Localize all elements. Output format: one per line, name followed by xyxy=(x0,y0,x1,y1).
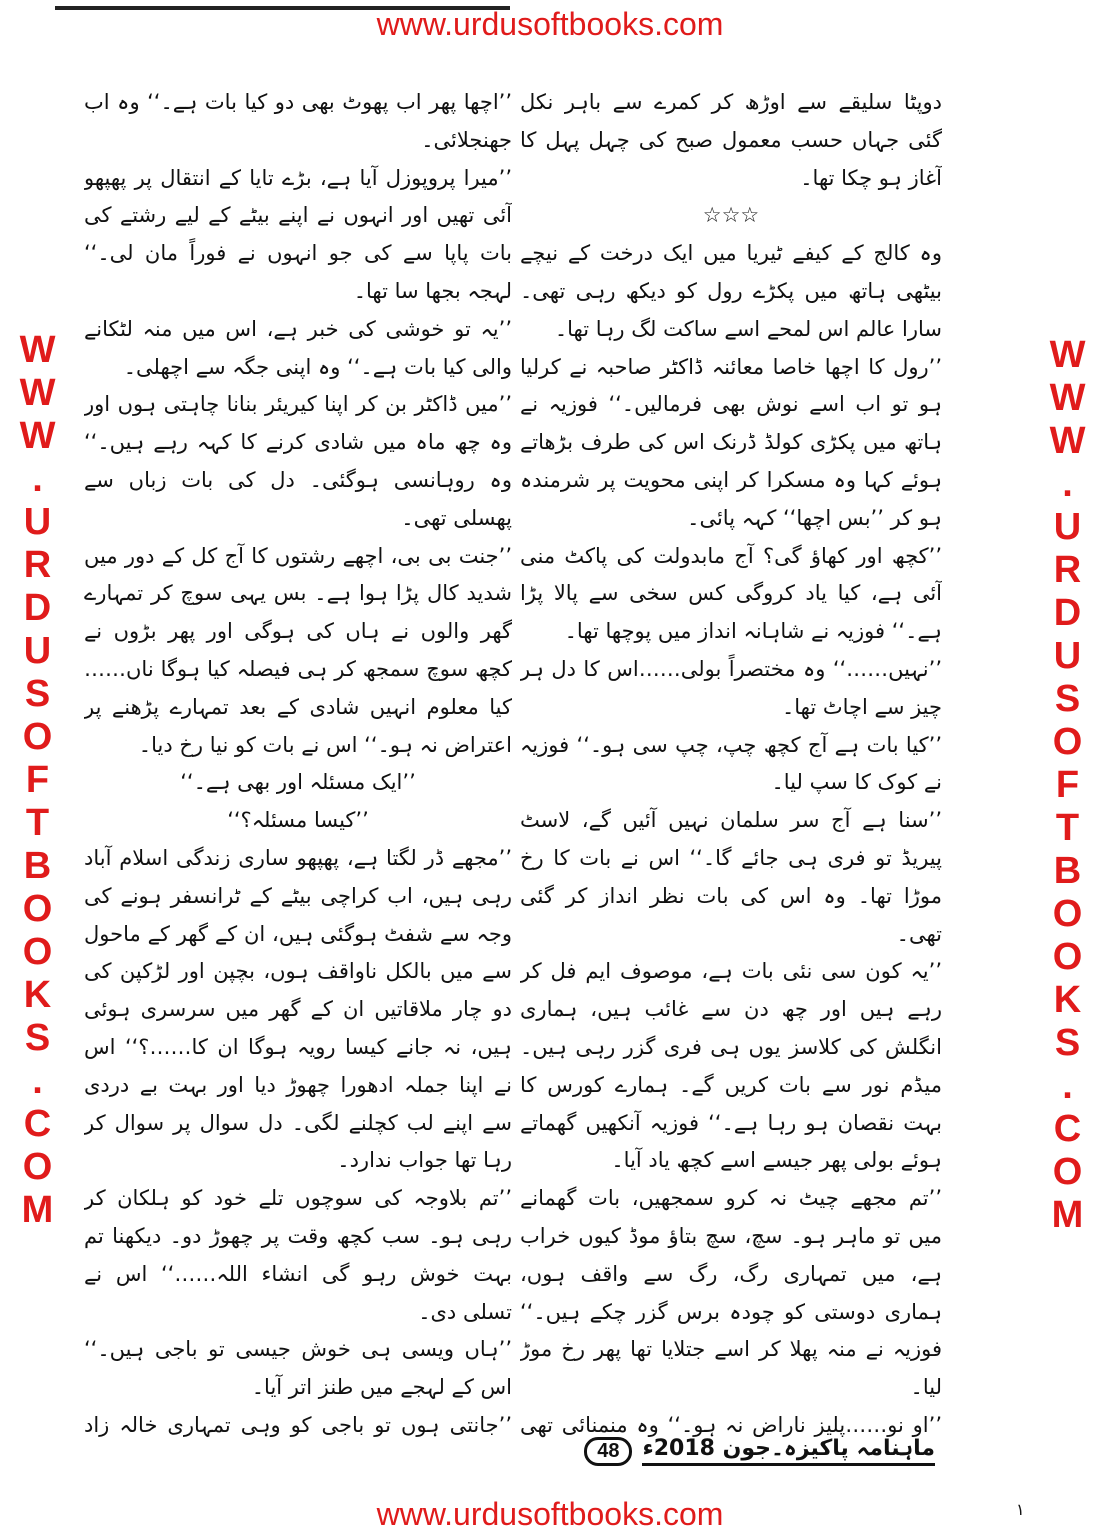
paragraph: دوپٹا سلیقے سے اوڑھ کر کمرے سے باہر نکل گئی جہاں حسب معمول صبح کی چہل پہل کا آغاز ہو چکا تھا۔ xyxy=(520,90,942,190)
paragraph: ’’میں ڈاکٹر بن کر اپنا کیریئر بنانا چاہتی ہوں اور وہ چھ ماہ میں شادی کرنے کا کہہ رہے ہیں۔‘‘ وہ روہانسی ہوگئی۔ دل کی بات زباں سے پھسلی تھی۔ xyxy=(84,392,512,530)
page-number: 48 xyxy=(584,1437,632,1466)
paragraph: ’’ایک مسئلہ اور بھی ہے۔‘‘ xyxy=(180,770,416,795)
paragraph: ’’سنا ہے آج سر سلمان نہیں آئیں گے، لاسٹ پیریڈ تو فری ہی جائے گا۔‘‘ اس نے بات کا رخ موڑا تھا۔ وہ اس کی بات نظر انداز کر گئی تھی۔ xyxy=(520,808,942,946)
paragraph: ’’میرا پروپوزل آیا ہے، بڑے تایا کے انتقال پر پھپھو آئی تھیں اور انہوں نے اپنے بیٹے کے لیے رشتے کی بات پاپا سے کی جو انہوں نے فوراً مان لی۔‘‘ لہجہ بجھا سا تھا۔ xyxy=(84,165,512,303)
paragraph: ’’او نو……پلیز ناراض نہ ہو۔‘‘ وہ منمنائی تھی xyxy=(520,1412,942,1437)
magazine-title: ماہنامہ پاکیزہ۔جون 2018ء xyxy=(642,1436,935,1466)
text-column-left xyxy=(84,84,512,1439)
paragraph: ’’کچھ اور کھاؤ گی؟ آج مابدولت کی پاکٹ منی آئی ہے، کیا یاد کروگی کس سخی سے پالا پڑا ہے۔‘‘ فوزیہ نے شاہانہ انداز میں پوچھا تھا۔ xyxy=(520,543,942,644)
paragraph: ’’ہاں ویسی ہی خوش جیسی تو باجی ہیں۔‘‘ اس کے لہجے میں طنز اتر آیا۔ xyxy=(84,1337,512,1400)
paragraph: ’’جنت بی بی، اچھے رشتوں کا آج کل کے دور میں شدید کال پڑا ہوا ہے۔ بس یہی سوچ کر تمہارے گھر والوں نے ہاں کی ہوگی اور پھر بڑوں نے کچھ سوچ سمجھ کر ہی فیصلہ کیا ہوگا ناں……کیا معلوم انہیں شادی کے بعد تمہارے پڑھنے پر اعتراض نہ ہو۔‘‘ اس نے بات کو نیا رخ دیا۔ xyxy=(84,543,512,757)
watermark-right: WWW.URDUSOFTBOOKS.COM xyxy=(1046,333,1089,1237)
paragraph: ’’اچھا پھر اب پھوٹ بھی دو کیا بات ہے۔‘‘ وہ اب جھنجلائی۔ xyxy=(84,90,512,152)
paragraph: ’’جانتی ہوں تو باجی کو وہی تمہاری خالہ زاد xyxy=(84,1412,512,1437)
text-column-right xyxy=(520,84,942,1439)
paragraph: ’’یہ تو خوشی کی خبر ہے، اس میں منہ لٹکانے والی کیا بات ہے۔‘‘ وہ اپنی جگہ سے اچھلی۔ xyxy=(84,316,512,379)
paragraph: ’’تم بلاوجہ کی سوچوں تلے خود کو ہلکان کر رہی ہو۔ سب کچھ وقت پر چھوڑ دو۔ دیکھنا تم بہت خوش رہو گی انشاء اللہ……‘‘ اس نے تسلی دی۔ xyxy=(84,1186,512,1324)
paragraph: ’’مجھے ڈر لگتا ہے، پھپھو ساری زندگی اسلام آباد رہی ہیں، اب کراچی بیٹے کے ٹرانسفر ہونے کی وجہ سے شفٹ ہوگئی ہیں، ان کے گھر کے ماحول سے میں بالکل ناواقف ہوں، بچپن اور لڑکپن کی دو چار ملاقاتیں ان کے گھر میں سرسری ہوئی ہیں، نہ جانے کیسا رویہ ہوگا ان کا……؟‘‘ اس نے اپنا جملہ ادھورا چھوڑ دیا اور بہت بے دردی سے اپنے لب کچلنے لگی۔ دل سوال پر سوال کر رہا تھا جواب ندارد۔ xyxy=(84,845,512,1173)
section-separator-stars: ☆☆☆ xyxy=(702,203,760,228)
paragraph: ’’تم مجھے چیٹ نہ کرو سمجھیں، بات گھمانے میں تو ماہر ہو۔ سچ، سچ بتاؤ موڈ کیوں خراب ہے، میں تمہاری رگ، رگ سے واقف ہوں، ہماری دوستی کو چودہ برس گزر چکے ہیں۔‘‘ فوزیہ نے منہ پھلا کر اسے جتلایا تھا پھر رخ موڑ لیا۔ xyxy=(520,1186,942,1400)
paragraph: وہ کالج کے کیفے ٹیریا میں ایک درخت کے نیچے بیٹھی ہاتھ میں پکڑے رول کو دیکھ رہی تھی۔ سارا عالم اس لمحے اسے ساکت لگ رہا تھا۔ xyxy=(520,241,942,341)
watermark-bottom: www.urdusoftbooks.com xyxy=(376,1496,724,1532)
corner-mark: ۱ xyxy=(1016,1500,1025,1519)
page-footer xyxy=(430,1430,935,1472)
watermark-left: WWW.URDUSOFTBOOKS.COM xyxy=(16,328,59,1232)
watermark-top: www.urdusoftbooks.com xyxy=(376,6,724,42)
paragraph: ’’رول کا اچھا خاصا معائنہ ڈاکٹر صاحبہ نے کرلیا ہو تو اب اسے نوش بھی فرمالیں۔‘‘ فوزیہ نے ہاتھ میں پکڑی کولڈ ڈرنک اس کی طرف بڑھاتے ہوئے کہا وہ مسکرا کر اپنی محویت پر شرمندہ ہو کر ’’بس اچھا‘‘ کہہ پائی۔ xyxy=(520,354,942,530)
paragraph: ’’یہ کون سی نئی بات ہے، موصوف ایم فل کر رہے ہیں اور چھ دن سے غائب ہیں، ہماری انگلش کی کلاسز یوں ہی فری گزر رہی ہیں۔ میڈم نور سے بات کریں گے۔ ہمارے کورس کا بہت نقصان ہو رہا ہے۔‘‘ فوزیہ آنکھیں گھماتے ہوئے بولی پھر جیسے اسے کچھ یاد آیا۔ xyxy=(520,959,942,1173)
paragraph: ’’نہیں……‘‘ وہ مختصراً بولی……اس کا دل ہر چیز سے اچاٹ تھا۔ xyxy=(520,656,942,719)
paragraph: ’’کیا بات ہے آج کچھ چپ، چپ سی ہو۔‘‘ فوزیہ نے کوک کا سپ لیا۔ xyxy=(520,732,942,795)
paragraph: ’’کیسا مسئلہ؟‘‘ xyxy=(227,808,369,833)
